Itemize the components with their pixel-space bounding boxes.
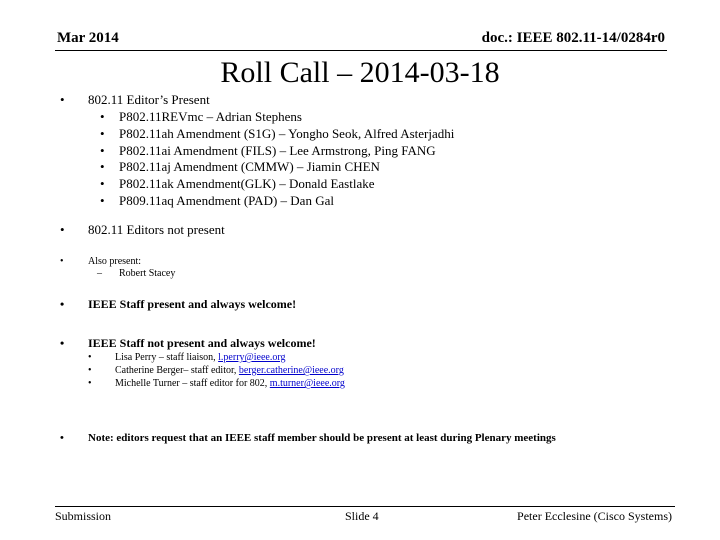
editor-item: P802.11aj Amendment (CMMW) – Jiamin CHEN [119,159,380,174]
staff-item [115,352,285,363]
bullet-marker: • [60,297,65,311]
editor-item: P809.11aq Amendment (PAD) – Dan Gal [119,193,334,208]
bullet-marker: • [60,92,65,107]
sub-bullet-marker: • [100,176,105,191]
sub-bullet-marker: • [100,143,105,158]
staff-item [115,378,345,389]
sub-bullet-marker: • [88,365,92,376]
bullet-marker: • [60,222,65,237]
staff-not-present-heading: IEEE Staff not present and always welcome! [88,336,316,350]
footer-submission: Submission [55,509,112,523]
header-date: Mar 2014 [57,30,119,46]
staff-email-link[interactable]: berger.catherine@ieee.org [238,365,344,376]
bullet-marker: • [60,256,64,267]
footer-slide-number: Slide 4 [345,509,379,523]
note-text: Note: editors request that an IEEE staff member should be present at least during Plenary meetings [88,432,556,444]
sub-bullet-marker: • [100,109,105,124]
editor-item: P802.11ai Amendment (FILS) – Lee Armstrong, Ping FANG [119,143,436,158]
sub-bullet-marker: • [100,159,105,174]
dash-marker: – [97,268,102,279]
staff-present: IEEE Staff present and always welcome! [88,297,297,311]
editor-item: P802.11REVmc – Adrian Stephens [119,109,302,124]
staff-email-link[interactable]: l.perry@ieee.org [218,352,286,363]
editors-present-heading: 802.11 Editor’s Present [88,92,210,107]
sub-bullet-marker: • [88,378,92,389]
slide-title: Roll Call – 2014-03-18 [220,56,500,89]
editor-item: P802.11ak Amendment(GLK) – Donald Eastlake [119,176,375,191]
header-rule [55,50,667,51]
sub-bullet-marker: • [100,193,105,208]
staff-item [115,365,344,376]
editors-not-present: 802.11 Editors not present [88,222,225,237]
sub-bullet-marker: • [88,352,92,363]
also-present-heading: Also present: [88,256,142,267]
footer-author: Peter Ecclesine (Cisco Systems) [517,509,672,523]
staff-item-text: Lisa Perry – staff liaison, [115,352,219,363]
header-doc-id: doc.: IEEE 802.11-14/0284r0 [481,30,665,46]
staff-item-text: Catherine Berger– staff editor, [115,365,239,376]
bullet-marker: • [60,336,65,350]
bullet-marker: • [60,432,64,444]
editor-item: P802.11ah Amendment (S1G) – Yongho Seok, Alfred Asterjadhi [119,126,455,141]
staff-email-link[interactable]: m.turner@ieee.org [269,378,345,389]
staff-item-text: Michelle Turner – staff editor for 802, [115,378,270,389]
also-present-item: Robert Stacey [119,268,176,279]
footer-rule [55,506,675,507]
sub-bullet-marker: • [100,126,105,141]
